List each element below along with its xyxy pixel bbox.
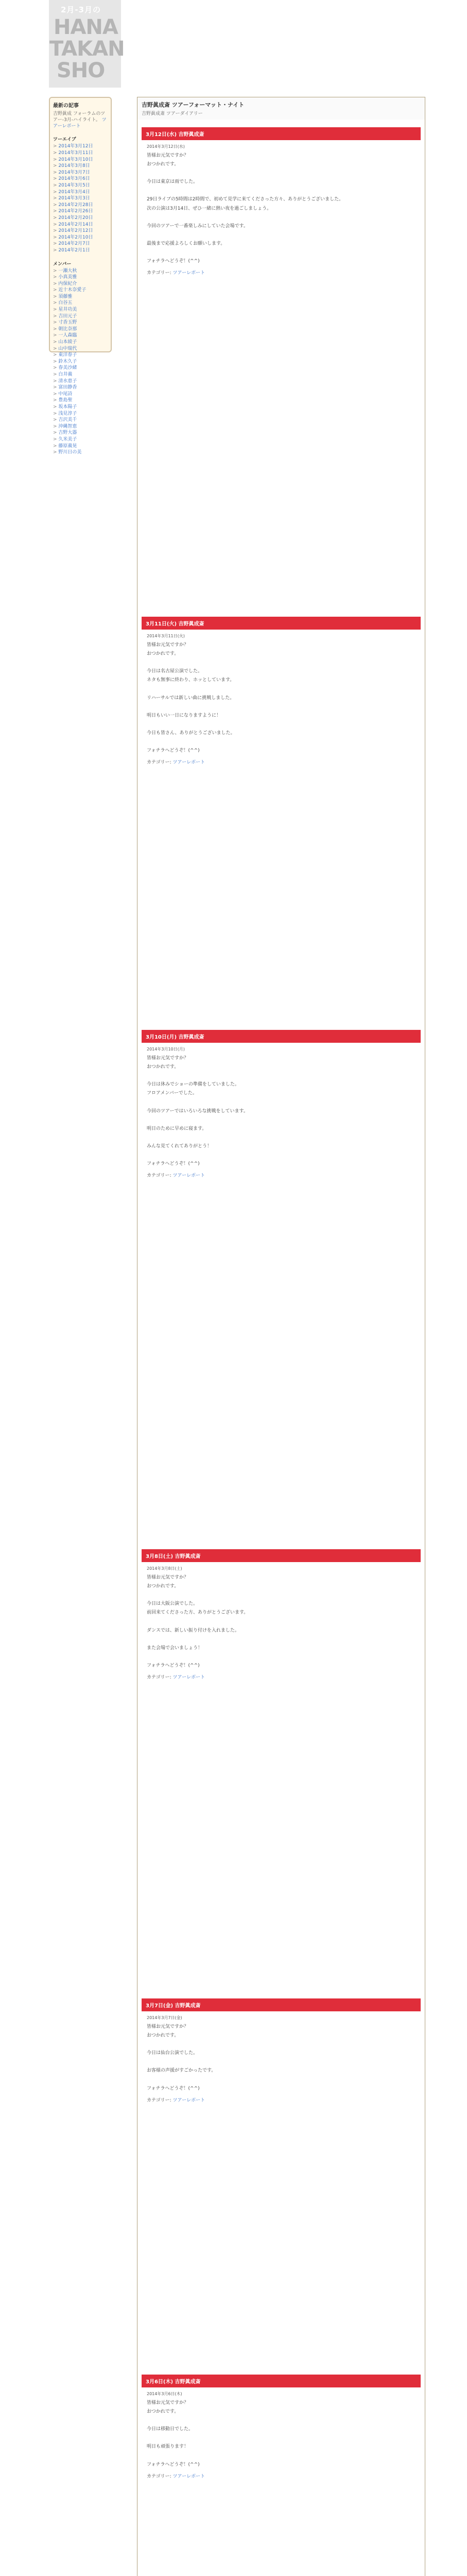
member-item[interactable]: > 東洋春子 <box>53 352 111 359</box>
page-header <box>0 0 467 93</box>
member-item[interactable]: > 鈴木久子 <box>53 359 111 365</box>
entry-category-link[interactable]: ツアーレポート <box>172 1173 205 1179</box>
entry-title[interactable]: 3月10日(月) 吉野眞成斎 <box>142 1030 421 1043</box>
archive-item[interactable]: > 2014年3月4日 <box>53 189 111 196</box>
archive-item[interactable]: > 2014年3月10日 <box>53 157 111 163</box>
entry-body: 皆様お元気ですか？ おつかれです。 今日は休みでショーの準備をしていました。 フロアメンバーでした。 今回のツアーではいろいろな挑戦をしています。 明日のために早めに寝ます。 みんな見てくれてありがとう！ フォチラへどうぞ！(^^) <box>147 1056 248 1167</box>
entry-body: 皆様お元気ですか？ おつかれです。 今日は東京は雨でした。 29日ライブの5時間は2時間で、初めて見学に来てくださった方々、ありがとうございました。 次の公演は3月14日、ぜひ一緒に熱い夜を過ごしましょう。 今回のツアーで一番楽しみにしていた会場です。 最後まで応援よろしくお願いします。 フォチラへどうぞ！(^^) <box>147 153 344 264</box>
archive-heading: ツーエイブ <box>53 137 76 143</box>
archive-item[interactable]: > 2014年2月14日 <box>53 222 111 228</box>
member-item[interactable]: > 坂本陽子 <box>53 404 111 411</box>
member-list <box>50 268 111 456</box>
archive-item[interactable]: > 2014年3月7日 <box>53 170 111 176</box>
archive-item[interactable]: > 2014年2月1日 <box>53 247 111 254</box>
entry-body: 皆様お元気ですか？ おつかれです。 今日は大阪公演でした。 前回来てくださった方、ありがとうございます。 ダンスでは、新しい振り付けを入れました。 また会場で会いましょう！ フォチラへどうぞ！(^^) <box>147 1575 249 1668</box>
entry-category-link[interactable]: ツアーレポート <box>172 760 205 766</box>
member-item[interactable]: > 吉野大器 <box>53 430 111 436</box>
blog-title: 吉野眞成斎 ツアーフォーマット・ナイト <box>137 97 425 110</box>
entry-date: 2014年3月7日(金) <box>147 2015 182 2020</box>
member-item[interactable]: > 星井功美 <box>53 307 111 313</box>
member-item[interactable]: > 藤原義晃 <box>53 443 111 450</box>
blog-entry <box>142 1030 421 1178</box>
blog-subtitle: 吉野眞成斎 ツアーダイアリー <box>137 110 425 120</box>
sidebar-intro-text: 吉野眞成 フォーラムのツアー-3月-ハイライト。 <box>53 111 106 123</box>
header-title: 2月-3月の <box>61 5 101 14</box>
entry-meta <box>142 2469 421 2479</box>
sidebar-intro-link[interactable]: ツアーレポート <box>53 117 107 129</box>
member-item[interactable]: > 白井義 <box>53 371 111 378</box>
member-item[interactable]: > 朝比奈那 <box>53 326 111 333</box>
entry-meta <box>142 2093 421 2103</box>
member-item[interactable]: > 久米美子 <box>53 436 111 443</box>
logo-line-3: SHO <box>57 59 105 82</box>
entry-meta-label: カテゴリー: <box>147 1173 173 1179</box>
member-item[interactable]: > 内保紀介 <box>53 281 111 287</box>
member-item[interactable]: > 一人森臨 <box>53 332 111 339</box>
entry-meta <box>142 266 421 276</box>
entry-meta-label: カテゴリー: <box>147 270 173 276</box>
blog-entry <box>142 1998 421 2103</box>
entry-body: 皆様お元気ですか？ おつかれです。 今日は名古屋公演でした。 ネタも無事に終わり、ホッとしています。 リハーサルでは新しい曲に挑戦しました。 明日もいい一日になりますように！ 今日も皆さん、ありがとうございました。 フォチラへどうぞ！(^^) <box>147 642 235 754</box>
sidebar-title: 最新の記事 <box>53 103 79 109</box>
entry-date: 2014年3月10日(月) <box>147 1047 185 1052</box>
sidebar-intro <box>50 110 111 129</box>
main-content <box>137 97 425 2576</box>
archive-item[interactable]: > 2014年3月11日 <box>53 150 111 157</box>
entry-date: 2014年3月8日(土) <box>147 1566 182 1571</box>
sidebar <box>49 97 112 455</box>
archive-item[interactable]: > 2014年2月7日 <box>53 241 111 247</box>
member-item[interactable]: > 近十木奈愛子 <box>53 287 111 294</box>
entry-category-link[interactable]: ツアーレポート <box>172 1675 205 1681</box>
entry-date: 2014年3月11日(火) <box>147 634 185 638</box>
member-item[interactable]: > 山中瑞代 <box>53 346 111 352</box>
archive-list <box>50 143 111 253</box>
entry-meta-label: カテゴリー: <box>147 760 173 766</box>
entry-meta-label: カテゴリー: <box>147 1675 173 1681</box>
archive-item[interactable]: > 2014年2月20日 <box>53 215 111 222</box>
archive-item[interactable]: > 2014年2月10日 <box>53 234 111 241</box>
member-item[interactable]: > 山本綾子 <box>53 339 111 346</box>
archive-item[interactable]: > 2014年3月3日 <box>53 195 111 202</box>
entry-title[interactable]: 3月11日(火) 吉野眞成斎 <box>142 617 421 630</box>
entry-meta-label: カテゴリー: <box>147 2097 173 2103</box>
blog-entry <box>142 2375 421 2479</box>
entry-date: 2014年3月6日(木) <box>147 2392 182 2396</box>
entry-title[interactable]: 3月12日(水) 吉野眞成斎 <box>142 127 421 140</box>
member-item[interactable]: > 吉田元子 <box>53 313 111 320</box>
entry-meta <box>142 755 421 765</box>
entry-meta <box>142 1168 421 1178</box>
member-item[interactable]: > 吉沢美千 <box>53 417 111 423</box>
blog-entry <box>142 127 421 276</box>
blog-entry <box>142 617 421 765</box>
archive-item[interactable]: > 2014年3月12日 <box>53 143 111 150</box>
member-item[interactable]: > 一瀬大秋 <box>53 268 111 275</box>
entry-meta <box>142 1670 421 1680</box>
member-item[interactable]: > 小真美雅 <box>53 274 111 281</box>
entry-body: 皆様お元気ですか？ おつかれです。 今日は仙台公演でした。 お客様の声援がすごかったです。 フォチラへどうぞ！(^^) <box>147 2024 216 2091</box>
member-item[interactable]: > 清水恵子 <box>53 378 111 385</box>
archive-item[interactable]: > 2014年3月5日 <box>53 182 111 189</box>
member-item[interactable]: > 寸香玉野 <box>53 319 111 326</box>
entry-date: 2014年3月12日(水) <box>147 144 185 149</box>
member-item[interactable]: > 中尾詩 <box>53 391 111 398</box>
member-item[interactable]: > 白谷五 <box>53 300 111 307</box>
entry-title[interactable]: 3月6日(木) 吉野眞成斎 <box>142 2375 421 2387</box>
member-item[interactable]: > 浅見淳子 <box>53 411 111 417</box>
archive-item[interactable]: > 2014年3月6日 <box>53 176 111 182</box>
entry-body: 皆様お元気ですか？ おつかれです。 今日は移動日でした。 明日も頑張ります！ フォチラへどうぞ！(^^) <box>147 2400 200 2467</box>
logo-line-2: TAKAN <box>49 37 125 61</box>
entry-category-link[interactable]: ツアーレポート <box>172 270 205 276</box>
members-heading: メンバー <box>53 261 72 267</box>
archive-item[interactable]: > 2014年3月8日 <box>53 163 111 170</box>
member-item[interactable]: > 沖縄智恵 <box>53 423 111 430</box>
member-item[interactable]: > 富田静香 <box>53 384 111 391</box>
entry-category-link[interactable]: ツアーレポート <box>172 2473 205 2479</box>
blog-entry <box>142 1549 421 1680</box>
entry-meta-label: カテゴリー: <box>147 2473 173 2479</box>
member-item[interactable]: > 豊島聖 <box>53 397 111 404</box>
entry-category-link[interactable]: ツアーレポート <box>172 2097 205 2103</box>
member-item[interactable]: > 須藤雅 <box>53 294 111 300</box>
logo-line-1: HANA <box>54 15 118 39</box>
archive-item[interactable]: > 2014年2月28日 <box>53 202 111 209</box>
entry-title[interactable]: 3月8日(土) 吉野眞成斎 <box>142 1549 421 1562</box>
entry-title[interactable]: 3月7日(金) 吉野眞成斎 <box>142 1998 421 2011</box>
archive-item[interactable]: > 2014年2月26日 <box>53 208 111 215</box>
member-item[interactable]: > 野川日の美 <box>53 449 111 456</box>
archive-item[interactable]: > 2014年2月12日 <box>53 228 111 234</box>
member-item[interactable]: > 春美沙緒 <box>53 365 111 371</box>
